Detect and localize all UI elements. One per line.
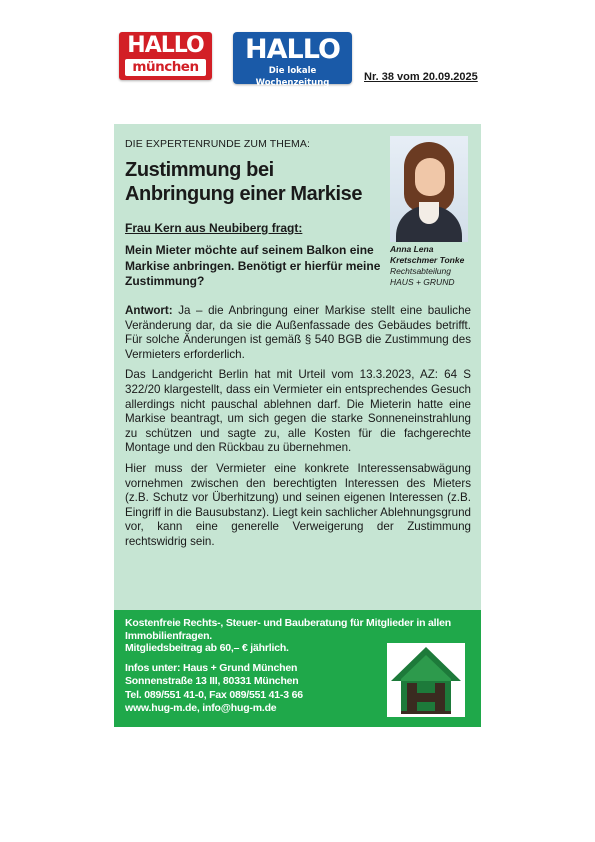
contact-line-1: Infos unter: Haus + Grund München [125, 662, 298, 674]
expert-name-line2: Kretschmer Tonke [390, 255, 465, 265]
haus-und-grund-info-box [114, 610, 481, 727]
contact-line-3: Tel. 089/551 41-0, Fax 089/551 41-3 66 [125, 688, 303, 701]
promo-line-1: Kostenfreie Rechts-, Steuer- und Bauberatung für Mitglieder in allen Immobilienfragen. [125, 617, 451, 642]
answer-label: Antwort: [125, 304, 173, 317]
logo-tagline: Die lokale Wochenzeitung [255, 66, 330, 88]
logo-wordmark: HALLO [127, 33, 204, 58]
issue-date: Nr. 38 vom 20.09.2025 [364, 71, 478, 83]
logo-city: münchen [125, 59, 206, 76]
haus-und-grund-logo-icon [387, 643, 465, 717]
logo-wordmark: HALLO [245, 34, 340, 65]
answer-text-1: Ja – die Anbringung einer Markise stellt eine bauliche Veränderung dar, da sie die Außenfassade des Gebäudes betrifft. Für solche Änderungen ist gemäß § 540 BGB die Zustimmung des Vermieters erforderlich. [125, 304, 471, 361]
answer-paragraph-1 [125, 304, 471, 362]
expert-role-line1: Rechtsabteilung [390, 266, 451, 276]
expert-role-line2: HAUS + GRUND [390, 277, 455, 287]
contact-line-2: Sonnenstraße 13 III, 80331 München [125, 675, 299, 688]
contact-info [125, 662, 385, 716]
contact-line-4: www.hug-m.de, info@hug-m.de [125, 702, 277, 715]
promo-line-2: Mitgliedsbeitrag ab 60,– € jährlich. [125, 642, 289, 654]
hallo-wochenzeitung-logo [233, 32, 352, 88]
expert-caption [390, 244, 480, 288]
question-label: Frau Kern aus Neubiberg fragt: [125, 221, 303, 235]
expert-name-line1: Anna Lena [390, 244, 434, 254]
expert-photo [390, 136, 468, 242]
reader-question: Mein Mieter möchte auf seinem Balkon eine Markise anbringen. Benötigt er hierfür meine Zustimmung? [125, 243, 381, 288]
article-headline: Zustimmung bei Anbringung einer Markise [125, 159, 363, 205]
answer-paragraph-2: Das Landgericht Berlin hat mit Urteil vom 13.3.2023, AZ: 64 S 322/20 klargestellt, dass ein Vermieter ein entsprechendes Gesuch allerdings nicht pauschal ablehnen darf. Die Mieterin hatte eine Markise beantragt, um sich gegen die starke Sonneneinstrahlung zu schützen und sagte zu, alle Kosten für die fachgerechte Montage und den Rückbau zu übernehmen. [125, 368, 471, 455]
answer-paragraph-3: Hier muss der Vermieter eine konkrete Interessensabwägung vornehmen zwischen den berechtigten Interessen des Mieters (z.B. Schutz vor Überhitzung) und seinen eigenen Interessen (z.B. Eingriff in die Bausubstanz). Liegt kein sachlicher Ablehnungsgrund vor, kann eine generelle Verweigerung der Zustimmung rechtswidrig sein. [125, 461, 471, 548]
article-box [114, 124, 481, 727]
article-kicker: DIE EXPERTENRUNDE ZUM THEMA: [125, 138, 311, 150]
article-body [125, 304, 471, 556]
hallo-muenchen-logo [119, 32, 212, 80]
